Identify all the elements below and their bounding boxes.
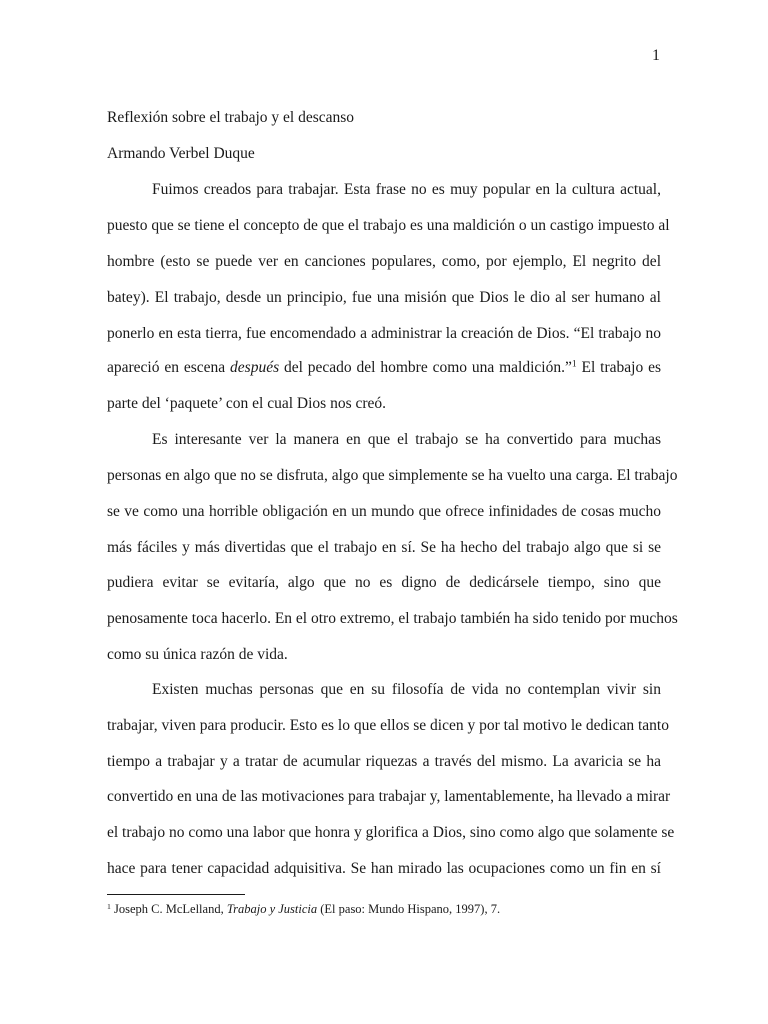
body-line: convertido en una de las motivaciones para trabajar y, lamentablemente, ha llevado a mirar: [107, 788, 671, 805]
body-line: trabajar, viven para producir. Esto es lo que ellos se dicen y por tal motivo le dedican tanto: [107, 717, 669, 734]
body-line: Es interesante ver la manera en que el trabajo se ha convertido para muchas: [152, 431, 661, 448]
footnote: [107, 901, 500, 917]
line-text: El trabajo es: [576, 359, 661, 376]
body-line: el trabajo no como una labor que honra y glorifica a Dios, sino como algo que solamente se: [107, 824, 675, 841]
footnote-number: 1: [107, 901, 111, 911]
body-line: Fuimos creados para trabajar. Esta frase no es muy popular en la cultura actual,: [152, 181, 661, 198]
body-line: puesto que se tiene el concepto de que el trabajo es una maldición o un castigo impuesto al: [107, 217, 670, 234]
body-line: más fáciles y más divertidas que el trabajo en sí. Se ha hecho del trabajo algo que si se: [107, 539, 661, 556]
essay-title: Reflexión sobre el trabajo y el descanso: [107, 109, 355, 126]
emphasis-text: después: [230, 359, 280, 376]
body-line: tiempo a trabajar y a tratar de acumular riquezas a través del mismo. La avaricia se ha: [107, 753, 661, 770]
body-line: como su única razón de vida.: [107, 646, 288, 663]
footnote-separator: [107, 894, 245, 895]
footnote-reference: 1: [571, 358, 577, 370]
line-text: del pecado del hombre como una maldición.”: [279, 359, 572, 376]
body-line: personas en algo que no se disfruta, algo que simplemente se ha vuelto una carga. El trabajo: [107, 467, 678, 484]
body-line: Existen muchas personas que en su filosofía de vida no contemplan vivir sin: [152, 681, 661, 698]
body-line: se ve como una horrible obligación en un mundo que ofrece infinidades de cosas mucho: [107, 503, 661, 520]
body-line: batey). El trabajo, desde un principio, fue una misión que Dios le dio al ser humano al: [107, 289, 661, 306]
line-text: apareció en escena: [107, 359, 231, 376]
footnote-text: (El paso: Mundo Hispano, 1997), 7.: [317, 902, 501, 916]
body-line: hombre (esto se puede ver en canciones populares, como, por ejemplo, El negrito del: [107, 253, 661, 270]
body-line: ponerlo en esta tierra, fue encomendado a administrar la creación de Dios. “El trabajo no: [107, 325, 661, 342]
body-line: penosamente toca hacerlo. En el otro extremo, el trabajo también ha sido tenido por muchos: [107, 610, 678, 627]
page-number: 1: [652, 47, 660, 64]
footnote-book-title: Trabajo y Justicia: [226, 902, 318, 916]
body-line: [107, 358, 661, 378]
body-line: parte del ‘paquete’ con el cual Dios nos creó.: [107, 395, 387, 412]
body-line: pudiera evitar se evitaría, algo que no es digno de dedicársele tiempo, sino que: [107, 574, 661, 591]
footnote-text: Joseph C. McLelland,: [110, 902, 227, 916]
body-line: hace para tener capacidad adquisitiva. Se han mirado las ocupaciones como un fin en sí: [107, 860, 661, 877]
author-name: Armando Verbel Duque: [107, 145, 255, 162]
